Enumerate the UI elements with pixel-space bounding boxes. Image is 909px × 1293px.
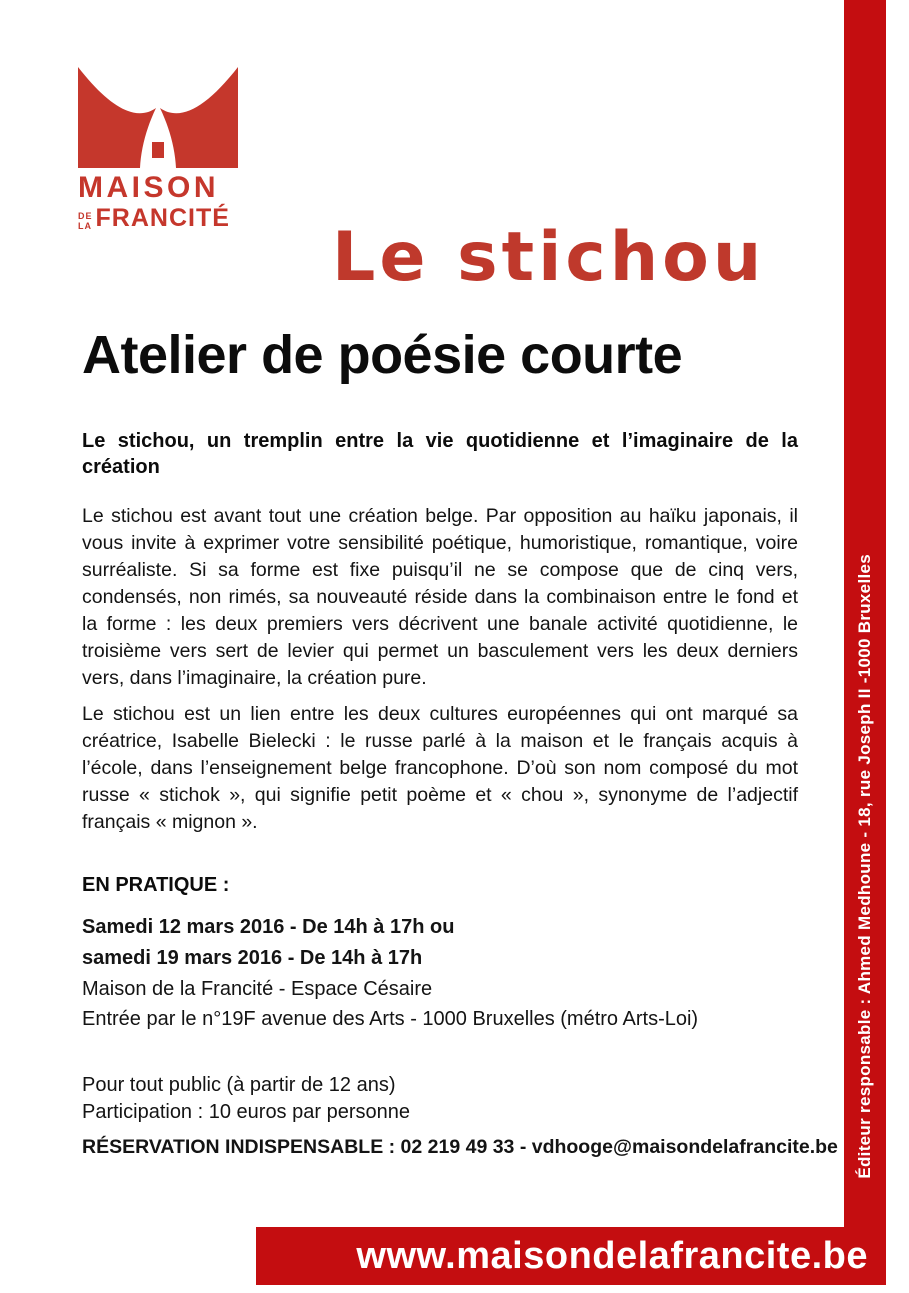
price-line: Participation : 10 euros par personne [82,1101,410,1123]
subtitle: Le stichou, un tremplin entre la vie quotidienne et l’imaginaire de la création [82,430,798,478]
logo-la: LA [78,221,92,231]
audience-line: Pour tout public (à partir de 12 ans) [82,1074,396,1096]
page-title: Le stichou [332,218,766,297]
logo-word-francite: FRANCITÉ [95,204,230,232]
edge-strip [844,0,886,1285]
reservation-line: RÉSERVATION INDISPENSABLE : 02 219 49 33 - vdhooge@maisondelafrancite.be [82,1136,838,1158]
paragraph-intro: Le stichou est avant tout une création belge. Par opposition au haïku japonais, il vous invite à exprimer votre sensibilité poétique, humoristique, romantique, voire surréaliste. Si sa forme est fixe puisqu’il ne se compose que de cinq vers, condensés, non rimés, sa nouveauté réside dans la combinaison entre le fond et la forme : les deux premiers vers décrivent une banale activité quotidienne, le troisième vers sert de levier qui permet un basculement vers les deux derniers vers, dans l’imaginaire, la création pure. [82,505,798,689]
logo-de: DE [78,211,93,221]
venue-line: Maison de la Francité - Espace Césaire [82,978,433,1000]
website-url: www.maisondelafrancite.be [356,1234,868,1277]
logo-row [78,206,240,231]
headline: Atelier de poésie courte [82,325,683,385]
date-line-2: samedi 19 mars 2016 - De 14h à 17h [82,947,423,969]
footer-bar [256,1227,886,1285]
house-between-wings-m-icon [78,62,238,168]
date-line-1: Samedi 12 mars 2016 - De 14h à 17h ou [82,916,455,938]
logo-word-maison: MAISON [78,171,219,204]
logo [78,62,240,231]
logo-de-la [78,212,93,231]
paragraph-origin: Le stichou est un lien entre les deux cultures européennes qui ont marqué sa créatrice, Isabelle Bielecki : le russe parlé à la maison et le français acquis à l’école, dans l’enseignement belge francophone. D’où son nom composé du mot russe « stichok », qui signifie petit poème et « chou », synonyme de l’adjectif français « mignon ». [82,703,798,833]
section-heading-en-pratique: EN PRATIQUE : [82,874,230,896]
entrance-line: Entrée par le n°19F avenue des Arts - 1000 Bruxelles (métro Arts-Loi) [82,1008,699,1030]
editor-credit: Éditeur responsable : Ahmed Medhoune - 18, rue Joseph II -1000 Bruxelles [855,554,874,1179]
